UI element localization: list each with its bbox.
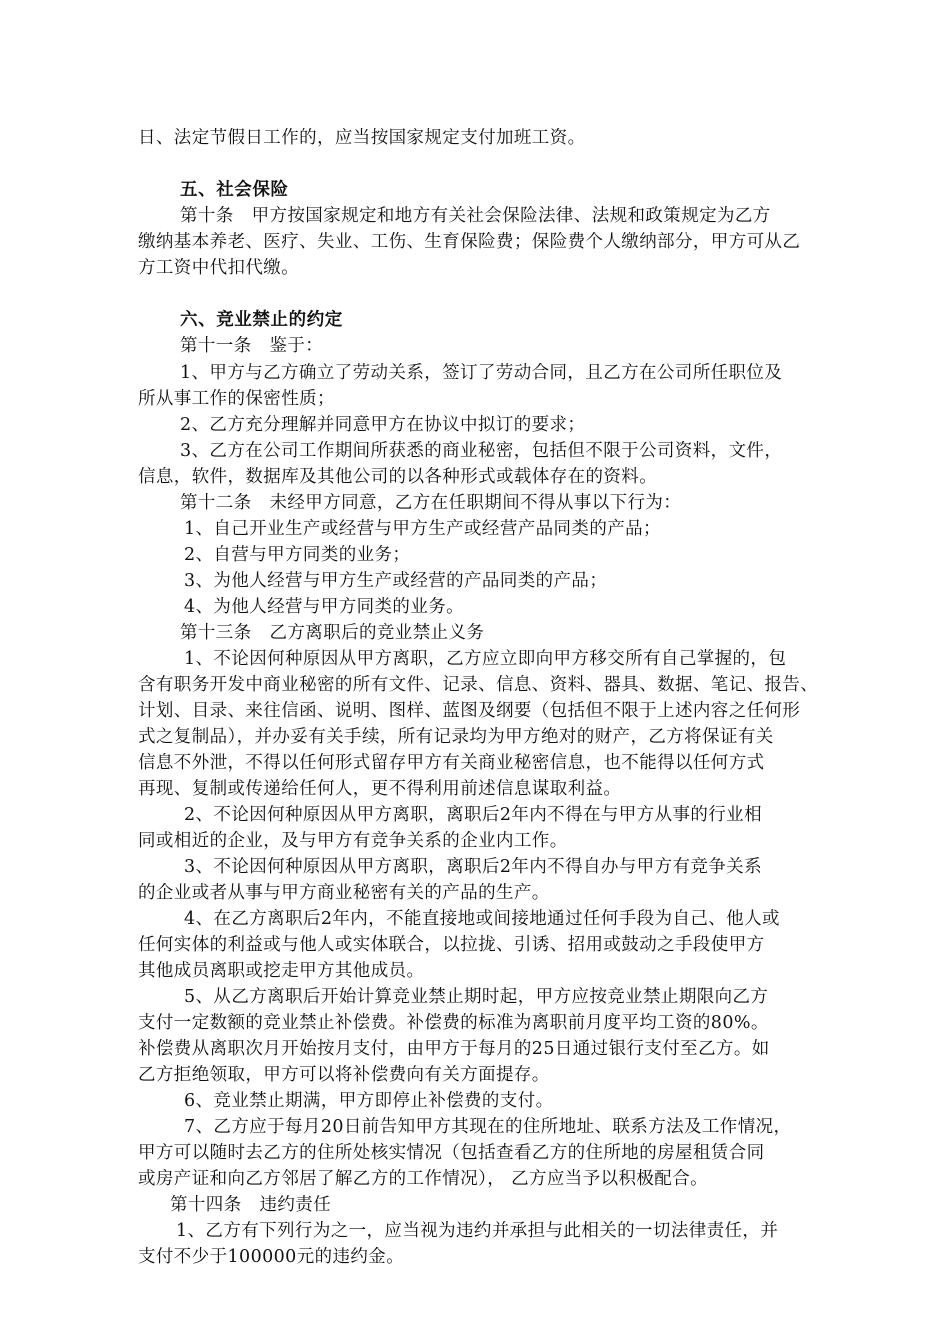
text-line: 1、不论因何种原因从甲方离职，乙方应立即向甲方移交所有自己掌握的，包 xyxy=(184,649,787,669)
text-line: 2、乙方充分理解并同意甲方在协议中拟订的要求； xyxy=(180,415,586,435)
text-line: 或房产证和向乙方邻居了解乙方的工作情况）， 乙方应当予以积极配合。 xyxy=(138,1169,709,1189)
text-line: 4、在乙方离职后2年内，不能直接地或间接地通过任何手段为自己、他人或 xyxy=(184,909,780,929)
text-line: 日、法定节假日工作的，应当按国家规定支付加班工资。 xyxy=(138,128,586,148)
text-line: 再现、复制或传递给任何人，更不得利用前述信息谋取利益。 xyxy=(138,779,622,799)
text-line: 3、为他人经营与甲方生产或经营的产品同类的产品； xyxy=(184,571,608,591)
text-line: 第十二条 未经甲方同意，乙方在任职期间不得从事以下行为： xyxy=(180,493,682,513)
text-line: 1、甲方与乙方确立了劳动关系，签订了劳动合同，且乙方在公司所任职位及 xyxy=(180,363,783,383)
text-line: 6、竞业禁止期满，甲方即停止补偿费的支付。 xyxy=(184,1091,554,1111)
text-line: 3、不论因何种原因从甲方离职，离职后2年内不得自办与甲方有竞争关系 xyxy=(184,857,762,877)
text-line: 3、乙方在公司工作期间所获悉的商业秘密，包括但不限于公司资料，文件， xyxy=(180,441,783,461)
text-line: 第十条 甲方按国家规定和地方有关社会保险法律、法规和政策规定为乙方 xyxy=(180,206,771,226)
text-line: 信息不外泄，不得以任何形式留存甲方有关商业秘密信息，也不能得以任何方式 xyxy=(138,753,765,773)
text-line: 支付一定数额的竞业禁止补偿费。补偿费的标准为离职前月度平均工资的80%。 xyxy=(138,1013,769,1033)
text-line: 7、乙方应于每月20日前告知甲方其现在的住所地址、联系方法及工作情况， xyxy=(184,1117,792,1137)
text-line: 其他成员离职或挖走甲方其他成员。 xyxy=(138,961,425,981)
text-line: 同或相近的企业，及与甲方有竞争关系的企业内工作。 xyxy=(138,831,568,851)
text-line: 第十一条 鉴于： xyxy=(180,336,324,356)
section-heading-non-compete: 六、竞业禁止的约定 xyxy=(180,310,343,330)
text-line: 计划、目录、来往信函、说明、图样、蓝图及纲要（包括但不限于上述内容之任何形 xyxy=(138,701,801,721)
text-line: 支付不少于100000元的违约金。 xyxy=(138,1247,405,1267)
text-line: 式之复制品），并办妥有关手续，所有记录均为甲方绝对的财产，乙方将保证有关 xyxy=(138,727,774,747)
text-line: 2、不论因何种原因从甲方离职，离职后2年内不得在与甲方从事的行业相 xyxy=(184,805,762,825)
text-line: 的企业或者从事与甲方商业秘密有关的产品的生产。 xyxy=(138,883,550,903)
text-line: 第十四条 违约责任 xyxy=(170,1195,332,1215)
text-line: 信息，软件，数据库及其他公司的以各种形式或载体存在的资料。 xyxy=(138,467,658,487)
text-line: 甲方可以随时去乙方的住所处核实情况（包括查看乙方的住所地的房屋租赁合同 xyxy=(138,1143,765,1163)
text-line: 1、自己开业生产或经营与甲方生产或经营产品同类的产品； xyxy=(184,519,661,539)
text-line: 乙方拒绝领取，甲方可以将补偿费向有关方面提存。 xyxy=(138,1065,550,1085)
text-line: 第十三条 乙方离职后的竞业禁止义务 xyxy=(180,623,485,643)
text-line: 5、从乙方离职后开始计算竞业禁止期时起，甲方应按竞业禁止期限向乙方 xyxy=(184,987,769,1007)
text-line: 方工资中代扣代缴。 xyxy=(138,258,300,278)
text-line: 2、自营与甲方同类的业务； xyxy=(184,545,411,565)
text-line: 任何实体的利益或与他人或实体联合，以拉拢、引诱、招用或鼓动之手段使甲方 xyxy=(138,935,765,955)
text-line: 4、为他人经营与甲方同类的业务。 xyxy=(184,597,465,617)
text-line: 缴纳基本养老、医疗、失业、工伤、生育保险费；保险费个人缴纳部分，甲方可从乙 xyxy=(138,232,801,252)
text-line: 1、乙方有下列行为之一，应当视为违约并承担与此相关的一切法律责任，并 xyxy=(176,1221,779,1241)
text-line: 含有职务开发中商业秘密的所有文件、记录、信息、资料、器具、数据、笔记、报告、 xyxy=(138,675,819,695)
section-heading-social-insurance: 五、社会保险 xyxy=(180,180,289,200)
text-line: 所从事工作的保密性质； xyxy=(138,389,335,409)
text-line: 补偿费从离职次月开始按月支付，由甲方于每月的25日通过银行支付至乙方。如 xyxy=(138,1039,770,1059)
